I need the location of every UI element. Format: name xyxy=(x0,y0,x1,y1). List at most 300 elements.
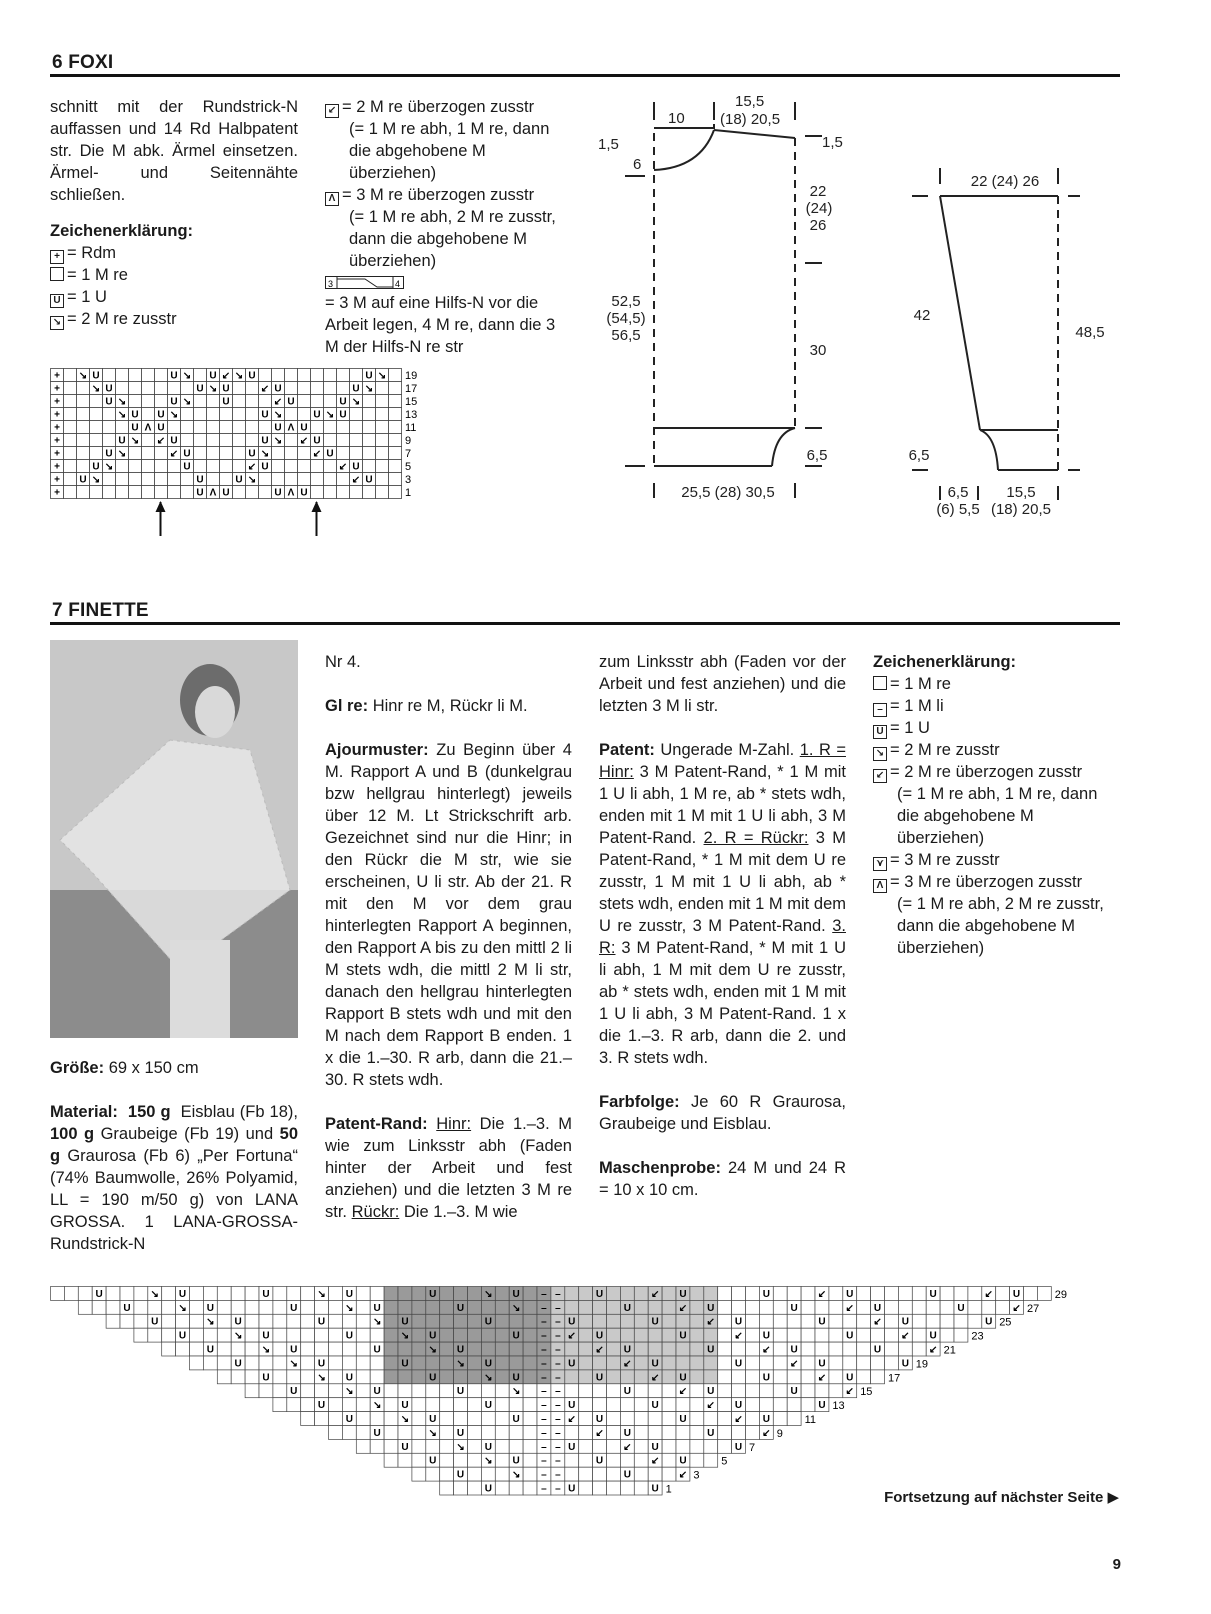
chart-cell xyxy=(898,1287,912,1301)
chart-cell xyxy=(190,1342,204,1356)
continue-note: Fortsetzung auf nächster Seite ▶ xyxy=(884,1489,1119,1506)
chart-cell xyxy=(746,1314,760,1328)
chart-cell xyxy=(176,1342,190,1356)
chart-cell xyxy=(77,434,90,447)
chart-symbol: U xyxy=(762,1288,770,1300)
chart-cell xyxy=(412,1356,426,1370)
chart-cell xyxy=(162,1287,176,1301)
chart-cell xyxy=(857,1342,871,1356)
chart-row-number: 17 xyxy=(888,1372,901,1385)
chart-cell xyxy=(481,1412,495,1426)
chart-cell xyxy=(593,1467,607,1481)
chart-cell xyxy=(233,421,246,434)
chart-symbol: U xyxy=(209,370,217,382)
chart-cell xyxy=(412,1342,426,1356)
chart-cell xyxy=(103,408,116,421)
chart-cell xyxy=(90,434,103,447)
chart-cell xyxy=(64,434,77,447)
chart-symbol: U xyxy=(429,1330,437,1342)
chart-symbol: ↘ xyxy=(428,1427,437,1439)
shawl-model-image xyxy=(50,640,298,1038)
chart-cell xyxy=(207,434,220,447)
chart-cell xyxy=(298,447,311,460)
chart-symbol: ↘ xyxy=(345,1386,354,1398)
chart-cell xyxy=(912,1300,926,1314)
chart-cell xyxy=(363,421,376,434)
chart-cell xyxy=(718,1300,732,1314)
chart-cell xyxy=(787,1328,801,1342)
chart-symbol: ↙ xyxy=(762,1427,771,1439)
chart-cell xyxy=(426,1356,440,1370)
chart-cell xyxy=(311,382,324,395)
chart-symbol: U xyxy=(222,487,230,499)
chart-cell xyxy=(370,1370,384,1384)
chart-cell xyxy=(523,1328,537,1342)
chart-cell xyxy=(662,1398,676,1412)
chart-cell xyxy=(773,1287,787,1301)
chart-cell xyxy=(181,486,194,499)
chart-cell xyxy=(690,1370,704,1384)
chart-cell xyxy=(103,369,116,382)
knit-symbol-icon: + xyxy=(50,250,64,264)
repeat-arrow-head xyxy=(156,501,166,512)
chart-symbol: U xyxy=(248,448,256,460)
chart-symbol: – xyxy=(541,1344,547,1356)
chart-symbol: ↘ xyxy=(511,1386,521,1398)
chart-cell xyxy=(468,1481,482,1495)
chart-symbol: U xyxy=(456,1469,465,1481)
chart-symbol: – xyxy=(555,1441,561,1453)
chart-symbol: ↘ xyxy=(182,370,192,382)
chart-cell xyxy=(324,421,337,434)
chart-cell xyxy=(593,1314,607,1328)
chart-symbol: U xyxy=(339,396,347,408)
chart-symbol: U xyxy=(429,1414,437,1425)
chart-cell xyxy=(155,382,168,395)
chart-cell xyxy=(389,395,402,408)
chart-cell xyxy=(509,1398,523,1412)
chart-cell xyxy=(363,460,376,473)
chart-symbol: + xyxy=(54,422,60,434)
chart-cell xyxy=(801,1314,815,1328)
chart-cell xyxy=(648,1384,662,1398)
chart-cell xyxy=(233,486,246,499)
chart-cell xyxy=(162,1300,176,1314)
chart-symbol: U xyxy=(261,461,269,473)
chart-cell xyxy=(233,395,246,408)
chart-cell xyxy=(259,1300,273,1314)
knit-symbol-icon: ↘ xyxy=(50,316,64,330)
chart-cell xyxy=(129,369,142,382)
chart-cell xyxy=(704,1370,718,1384)
chart-symbol: U xyxy=(595,1455,604,1467)
chart-row-number: 5 xyxy=(405,461,412,473)
chart-cell xyxy=(620,1453,634,1467)
chart-cell xyxy=(662,1384,676,1398)
chart-cell xyxy=(676,1426,690,1440)
chart-cell xyxy=(78,1287,92,1301)
chart-cell xyxy=(648,1342,662,1356)
chart-symbol: ↙ xyxy=(156,435,166,447)
chart-cell xyxy=(64,369,77,382)
chart-cell xyxy=(440,1453,454,1467)
chart-symbol: U xyxy=(345,1330,353,1342)
chart-symbol: ↙ xyxy=(312,448,322,460)
chart-cell xyxy=(203,1356,217,1370)
chart-symbol: ↙ xyxy=(678,1386,688,1398)
chart-row-number: 29 xyxy=(1054,1288,1068,1301)
chart-row-number: 11 xyxy=(405,422,417,434)
chart-cell xyxy=(662,1300,676,1314)
chart-cell xyxy=(579,1467,593,1481)
material-label: Material: xyxy=(50,1103,118,1121)
chart-symbol: ↙ xyxy=(706,1316,715,1328)
chart-cell xyxy=(468,1467,482,1481)
chart-cell xyxy=(398,1287,412,1301)
chart-cell xyxy=(287,1328,301,1342)
chart-symbol: ↘ xyxy=(377,370,387,382)
foxi-legend-item: + = Rdm xyxy=(50,242,298,264)
chart-cell xyxy=(233,434,246,447)
chart-symbol: U xyxy=(734,1441,743,1453)
dim-label: 42 xyxy=(913,307,931,324)
chart-symbol: U xyxy=(373,1427,381,1439)
chart-symbol: ↘ xyxy=(150,1288,159,1300)
chart-cell xyxy=(885,1287,899,1301)
chart-cell xyxy=(120,1287,134,1301)
chart-symbol: – xyxy=(555,1302,561,1314)
chart-cell xyxy=(634,1439,648,1453)
chart-cell xyxy=(142,395,155,408)
chart-cell xyxy=(662,1453,676,1467)
chart-cell xyxy=(129,460,142,473)
chart-cell xyxy=(676,1342,690,1356)
chart-cell xyxy=(885,1300,899,1314)
chart-cell xyxy=(301,1370,315,1384)
chart-cell xyxy=(155,486,168,499)
chart-cell xyxy=(370,1287,384,1301)
chart-symbol: ↘ xyxy=(234,370,244,382)
ajour-label: Ajourmuster: xyxy=(325,741,429,759)
finette-legend-title: Zeichenerklärung: xyxy=(873,653,1017,671)
chart-cell xyxy=(607,1328,621,1342)
chart-cell xyxy=(337,434,350,447)
chart-cell xyxy=(885,1356,899,1370)
chart-cell xyxy=(384,1356,398,1370)
chart-symbol: U xyxy=(92,461,100,473)
chart-cell xyxy=(398,1342,412,1356)
chart-cell xyxy=(273,1370,287,1384)
chart-symbol: ↘ xyxy=(400,1414,410,1425)
chart-cell xyxy=(194,421,207,434)
chart-cell xyxy=(773,1384,787,1398)
finette-legend-item: Λ = 3 M re überzogen zusstr xyxy=(873,871,1123,893)
chart-symbol: ↘ xyxy=(208,383,218,395)
yarn-over-icon: U xyxy=(873,725,887,739)
chart-cell xyxy=(759,1384,773,1398)
chart-symbol: U xyxy=(929,1330,937,1342)
chart-cell xyxy=(259,1356,273,1370)
chart-symbol: U xyxy=(317,1316,326,1328)
chart-cell xyxy=(634,1467,648,1481)
chart-cell xyxy=(468,1453,482,1467)
chart-cell xyxy=(64,395,77,408)
chart-cell xyxy=(77,382,90,395)
chart-symbol: U xyxy=(651,1441,659,1453)
chart-cell xyxy=(356,1328,370,1342)
chart-cell xyxy=(607,1467,621,1481)
size-value: 69 x 150 cm xyxy=(108,1059,199,1077)
chart-cell xyxy=(272,460,285,473)
chart-symbol: U xyxy=(170,435,178,447)
chart-cell xyxy=(363,447,376,460)
chart-cell xyxy=(412,1426,426,1440)
chart-cell xyxy=(690,1328,704,1342)
finette-knitting-chart xyxy=(50,1286,1080,1500)
chart-cell xyxy=(565,1426,579,1440)
chart-cell xyxy=(579,1453,593,1467)
dim-label: 15,5 xyxy=(735,93,765,110)
chart-cell xyxy=(272,447,285,460)
chart-cell xyxy=(634,1314,648,1328)
chart-symbol: ↘ xyxy=(511,1302,521,1314)
chart-cell xyxy=(329,1300,343,1314)
chart-symbol: ↘ xyxy=(317,1372,326,1384)
chart-cell xyxy=(662,1426,676,1440)
chart-cell xyxy=(103,434,116,447)
chart-symbol: U xyxy=(846,1330,854,1342)
chart-cell xyxy=(732,1342,746,1356)
chart-cell xyxy=(142,447,155,460)
chart-symbol: U xyxy=(401,1400,409,1412)
chart-cell xyxy=(898,1342,912,1356)
chart-symbol: U xyxy=(595,1288,604,1300)
chart-cell xyxy=(246,421,259,434)
chart-cell xyxy=(356,1314,370,1328)
chart-symbol: Λ xyxy=(209,487,217,499)
chart-cell xyxy=(426,1300,440,1314)
chart-cell xyxy=(732,1384,746,1398)
chart-symbol: ↘ xyxy=(317,1288,326,1300)
chart-row-number: 21 xyxy=(943,1344,956,1357)
chart-cell xyxy=(565,1370,579,1384)
chart-cell xyxy=(245,1328,259,1342)
dim-label: 6 xyxy=(633,156,642,173)
finette-legend-detail: (= 1 M re abh, 1 M re, dann die abgehobene M überziehen) xyxy=(897,785,1098,847)
chart-symbol: ↙ xyxy=(845,1386,854,1398)
chart-symbol: ↘ xyxy=(260,448,270,460)
chart-cell xyxy=(843,1314,857,1328)
chart-cell xyxy=(620,1287,634,1301)
chart-symbol: – xyxy=(541,1427,547,1439)
chart-row-number: 13 xyxy=(405,409,418,421)
chart-symbol: U xyxy=(345,1414,353,1425)
chart-symbol: U xyxy=(623,1344,631,1356)
repeat-arrow-head xyxy=(312,501,322,512)
chart-cell xyxy=(509,1439,523,1453)
chart-cell xyxy=(220,421,233,434)
chart-cell xyxy=(116,486,129,499)
chart-cell xyxy=(481,1426,495,1440)
chart-cell xyxy=(116,382,129,395)
chart-cell xyxy=(384,1314,398,1328)
chart-cell xyxy=(350,447,363,460)
chart-cell xyxy=(376,460,389,473)
chart-symbol: U xyxy=(595,1330,604,1342)
chart-cell xyxy=(579,1370,593,1384)
chart-cell xyxy=(565,1384,579,1398)
chart-cell xyxy=(857,1300,871,1314)
chart-symbol: – xyxy=(555,1358,561,1370)
chart-cell xyxy=(194,460,207,473)
chart-symbol: U xyxy=(762,1330,770,1342)
chart-cell xyxy=(579,1481,593,1495)
chart-cell xyxy=(181,421,194,434)
chart-symbol: U xyxy=(651,1358,659,1370)
chart-cell xyxy=(337,486,350,499)
chart-cell xyxy=(481,1300,495,1314)
chart-cell xyxy=(246,395,259,408)
chart-cell xyxy=(718,1426,732,1440)
chart-cell xyxy=(217,1328,231,1342)
chart-cell xyxy=(718,1356,732,1370)
purl-symbol-icon: – xyxy=(873,703,887,717)
chart-cell xyxy=(389,486,402,499)
chart-symbol: U xyxy=(373,1344,381,1356)
chart-symbol: U xyxy=(456,1386,465,1398)
chart-cell xyxy=(773,1328,787,1342)
chart-cell xyxy=(103,486,116,499)
chart-cell xyxy=(620,1412,634,1426)
chart-cell xyxy=(718,1342,732,1356)
chart-symbol: U xyxy=(151,1316,159,1328)
chart-symbol: ↙ xyxy=(678,1302,688,1314)
chart-symbol: U xyxy=(456,1427,465,1439)
chart-cell xyxy=(287,1398,301,1412)
chart-cell xyxy=(194,408,207,421)
chart-cell xyxy=(468,1328,482,1342)
chart-cell xyxy=(829,1370,843,1384)
finette-legend-item: ↘ = 2 M re zusstr xyxy=(873,739,1123,761)
chart-cell xyxy=(440,1300,454,1314)
chart-cell xyxy=(106,1287,120,1301)
chart-cell xyxy=(607,1384,621,1398)
section-rule-finette xyxy=(50,622,1120,625)
chart-cell xyxy=(103,473,116,486)
chart-cell xyxy=(64,408,77,421)
chart-cell xyxy=(389,460,402,473)
chart-cell xyxy=(77,447,90,460)
chart-symbol: ↘ xyxy=(117,448,127,460)
dim-label: 6,5 xyxy=(947,484,969,501)
chart-symbol: ↘ xyxy=(206,1316,215,1328)
chart-cell xyxy=(231,1342,245,1356)
chart-cell xyxy=(194,434,207,447)
chart-symbol: ↙ xyxy=(299,435,309,447)
chart-cell xyxy=(311,460,324,473)
chart-cell xyxy=(787,1287,801,1301)
chart-cell xyxy=(142,460,155,473)
chart-cell xyxy=(259,421,272,434)
chart-cell xyxy=(579,1300,593,1314)
chart-cell xyxy=(620,1481,634,1495)
chart-cell xyxy=(337,382,350,395)
chart-symbol: U xyxy=(79,474,87,486)
chart-symbol: U xyxy=(95,1288,103,1300)
chart-cell xyxy=(857,1287,871,1301)
chart-cell xyxy=(337,447,350,460)
chart-cell xyxy=(607,1439,621,1453)
chart-symbol: U xyxy=(123,1302,131,1314)
k2tog-icon: ↘ xyxy=(873,747,887,761)
chart-symbol: U xyxy=(707,1386,715,1398)
chart-cell xyxy=(579,1398,593,1412)
chart-symbol: U xyxy=(429,1288,437,1300)
chart-symbol: U xyxy=(651,1400,659,1412)
chart-symbol: ↙ xyxy=(247,461,257,473)
chart-symbol: – xyxy=(541,1441,547,1453)
finette-text-col1: Größe: 69 x 150 cm Material: 150 g Eisblau (Fb 18), 100 g Graubeige (Fb 19) und 50 g Graurosa (Fb 6) „Per Fortuna“ (74% Baumwolle, 26% Polyamid, LL = 190 m/50 g) von LANA GROSSA. 1 LANA-GROSSA-Rundstrick-N xyxy=(50,1059,298,1253)
chart-cell xyxy=(329,1426,343,1440)
chart-cell xyxy=(634,1481,648,1495)
chart-cell xyxy=(356,1300,370,1314)
chart-cell xyxy=(384,1342,398,1356)
chart-cell xyxy=(468,1426,482,1440)
chart-cell xyxy=(384,1370,398,1384)
chart-cell xyxy=(634,1356,648,1370)
chart-cell xyxy=(523,1384,537,1398)
chart-cell xyxy=(272,473,285,486)
section-rule-foxi xyxy=(50,74,1120,77)
chart-cell xyxy=(495,1398,509,1412)
chart-cell xyxy=(398,1453,412,1467)
chart-cell xyxy=(509,1356,523,1370)
chart-cell xyxy=(181,408,194,421)
chart-cell xyxy=(454,1453,468,1467)
chart-cell xyxy=(350,421,363,434)
chart-cell xyxy=(190,1300,204,1314)
chart-symbol: – xyxy=(541,1288,547,1300)
chart-symbol: – xyxy=(555,1330,561,1342)
chart-symbol: U xyxy=(595,1372,604,1384)
chart-symbol: ↘ xyxy=(511,1469,521,1481)
chart-symbol: ↙ xyxy=(789,1358,799,1370)
chart-cell xyxy=(662,1356,676,1370)
chart-cell xyxy=(155,369,168,382)
patent-rand-label: Patent-Rand: xyxy=(325,1115,428,1133)
chart-symbol: U xyxy=(274,487,282,499)
chart-symbol: U xyxy=(679,1288,687,1300)
chart-cell xyxy=(398,1426,412,1440)
chart-symbol: ↘ xyxy=(289,1358,298,1370)
chart-symbol: U xyxy=(985,1316,993,1328)
chart-symbol: ↙ xyxy=(567,1330,576,1342)
chart-cell xyxy=(285,447,298,460)
chart-symbol: U xyxy=(183,448,191,460)
chart-symbol: + xyxy=(54,487,60,499)
chart-symbol: U xyxy=(512,1330,520,1342)
chart-cell xyxy=(662,1342,676,1356)
chart-symbol: ↙ xyxy=(595,1427,604,1439)
chart-symbol: U xyxy=(484,1316,492,1328)
chart-cell xyxy=(168,473,181,486)
dim-label: 1,5 xyxy=(822,134,843,151)
chart-cell xyxy=(315,1412,329,1426)
chart-cell xyxy=(134,1328,148,1342)
chart-cell xyxy=(468,1314,482,1328)
chart-cell xyxy=(217,1370,231,1384)
chart-cell xyxy=(90,447,103,460)
